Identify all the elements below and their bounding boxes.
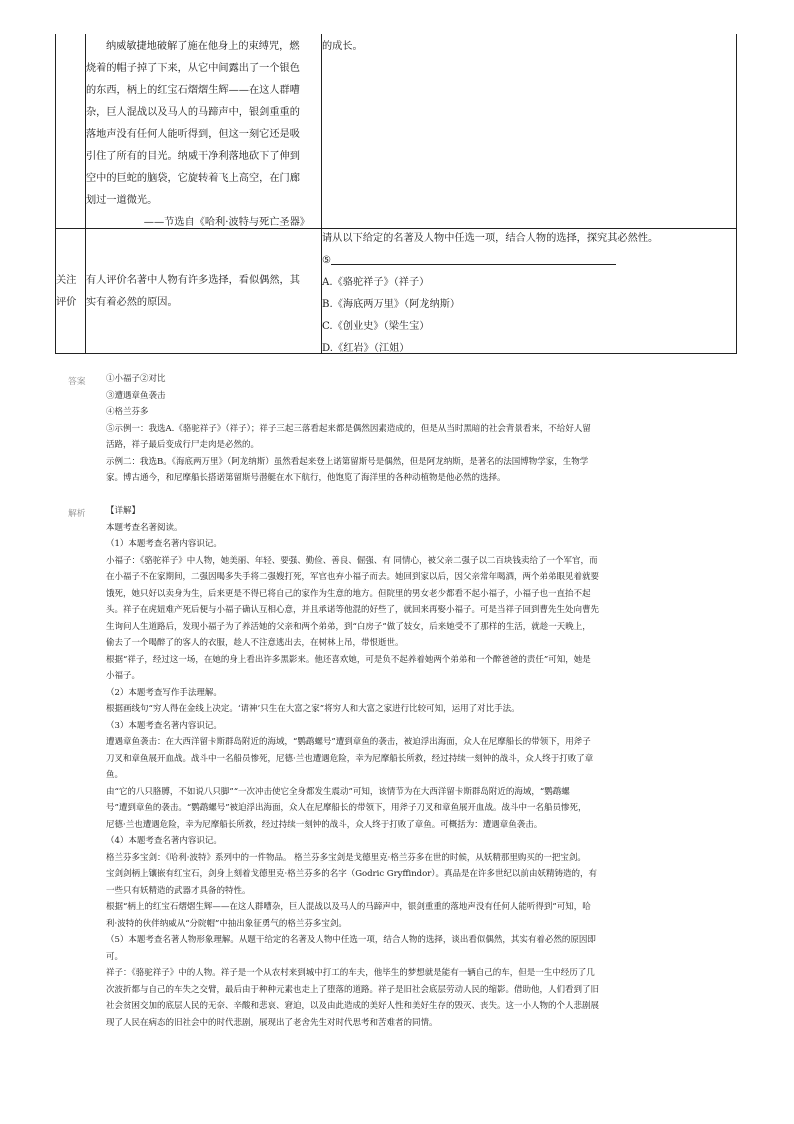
analysis-line: 一些只有妖精造的武器才具备的特性。 [106,885,251,896]
option-item: C.《创业史》（梁生宝） [322,321,430,332]
analysis-line: 由“它的八只胳膊，不如说八只脚”“一次冲击使它全身都发生震动”可知，该情节为在大西洋留卡斯群岛附近的海域，“鹦鹉螺 [106,786,570,797]
analysis-line: 根据“柄上的红宝石熠熠生辉——在这人群嘈杂，巨人混战以及马人的马蹄声中，银剑重重的落地声没有任何人能听得到”可知，哈 [106,902,591,912]
answer-line: 示例二：我选B。《海底两万里》（阿龙纳斯）虽然看起来登上诺第留斯号是偶然，但是阿龙纳斯，是著名的法国博物学家，生物学 [106,456,589,467]
task-prompt: 请从以下给定的名著及人物中任选一项，结合人物的选择，探究其必然性。 [322,233,659,244]
answer-line: ①小福子②对比 [106,374,166,384]
analysis-line: 【详解】 [106,506,141,516]
analysis-line: 次波折都与自己的车失之交臂，最后由于种种元素也走上了堕落的道路。祥子是旧社会底层劳动人民的缩影。借助他，人们看到了旧 [106,984,600,995]
analysis-line: 可。 [106,951,124,962]
analysis-line: 现了人民在病态的旧社会中的时代悲剧，展现出了老舍先生对时代思考和苦难者的同情。 [106,1017,438,1028]
analysis-line: 格兰芬多宝剑：《哈利·波特》系列中的一件物品。 格兰芬多宝剑是戈德里克·格兰芬多在世的时候，从妖精那里购买的一把宝剑。 [106,852,586,863]
passage-source: ——节选自《哈利·波特与死亡圣器》 [143,217,310,228]
growth-text: 的成长。 [322,41,363,52]
analysis-line: 生询问人生道路后，发现小福子为了养活她的父亲和两个弟弟，到“白房子”做了妓女，后来她受不了那样的生活，就趁一天晚上， [106,621,591,632]
analysis-line: 刀叉和章鱼展开血战。战斗中一名船员惨死，尼德·兰也遭遇危险，幸为尼摩船长所救，经过持续一刻钟的战斗，众人终于打败了章 [106,753,594,764]
evaluation-line: 实有着必然的原因。 [86,297,178,308]
row-label-line: 评价 [56,297,77,308]
analysis-line: 根据画线句“穷人得在金线上决定。‘请神’只生在大富之家”将穷人和大富之家进行比较可知，运用了对比手法。 [106,704,520,714]
passage-line: 引住了所有的目光。纳威干净利落地砍下了伸到 [86,151,300,162]
analysis-line: 祥子：《骆驼祥子》中的人物。祥子是一个从农村来到城中打工的车夫，他毕生的梦想就是能有一辆自己的车，但是一生中经历了几 [106,968,595,978]
answer-line: ③遭遇章鱼袭击 [106,390,166,401]
analysis-line: 小福子：《骆驼祥子》中人物，她美丽、年轻、要强、勤俭、善良、倔强、有 同情心，被父亲二强子以二百块钱卖给了一个军官，而 [106,555,598,566]
answer-line: ④格兰芬多 [106,407,149,417]
option-item: D.《红岩》（江姐） [322,343,410,354]
row-label-cell [56,270,84,314]
analysis-line: 头。祥子在虎妞难产死后便与小福子确认互相心意，并且承诺等他混的好些了，就回来再娶小福子。可是当祥子回到曹先生处向曹先 [106,605,600,615]
answer-line: ⑤示例一：我选A.《骆驼祥子》（祥子）；祥子三起三落看起来都是偶然因素造成的，但是从当时黑暗的社会背景看来，不给好人留 [106,423,591,434]
analysis-line: （3）本题考查名著内容识记。 [106,720,222,731]
growth-cell [322,36,734,58]
analysis-line: 小福子。 [106,671,141,681]
answer-blank-line[interactable] [331,251,616,265]
passage-line: 的东西，柄上的红宝石熠熠生辉——在这人群嘈 [86,85,300,96]
passage-line: 烧着的帽子掉了下来，从它中间露出了一个银色 [86,63,300,74]
analysis-line: 利·波特的伙伴纳威从“分院帽”中抽出象征勇气的格兰芬多宝剑。 [106,918,347,929]
option-item: A.《骆驼祥子》（祥子） [322,277,430,288]
option-item: B.《海底两万里》（阿龙纳斯） [322,299,461,310]
evaluation-cell [86,270,320,314]
analysis-line: 偷去了一个喝醉了的客人的衣服，趁人不注意逃出去，在树林上吊，带恨逝世。 [106,638,404,648]
answer-line: 活路，祥子最后变成行尸走肉是必然的。 [106,440,260,450]
passage-cell [86,36,320,234]
passage-line: 空中的巨蛇的脑袋，它旋转着飞上高空，在门廊 [86,173,300,184]
analysis-line: 宝剑剑柄上镶嵌有红宝石，剑身上刻着戈德里克·格兰芬多的名字（Godric Gryffindor）。真品是在许多世纪以前由妖精铸造的，有 [106,869,598,879]
passage-line: 纳威敏捷地破解了施在他身上的束缚咒，燃 [106,41,300,52]
analysis-line: 遭遇章鱼袭击：在大西洋留卡斯群岛附近的海域，“鹦鹉螺号”遭到章鱼的袭击，被迫浮出海面，众人在尼摩船长的带领下，用斧子 [106,737,591,747]
analysis-line: 号”遭到章鱼的袭击。“鹦鹉螺号”被迫浮出海面，众人在尼摩船长的带领下，用斧子刀叉和章鱼展开血战。战斗中一名船员惨死， [106,803,587,813]
answer-block [106,371,591,487]
analysis-line: 饿死，她只好以卖身为生，后来更是不得已将自己的家作为生意的地方。但院里的男女老少都看不起小福子，小福子也一直抬不起 [106,588,591,599]
answer-label: 答案 [68,377,86,387]
passage-line: 划过一道微光。 [86,195,158,206]
analysis-line: （2）本题考查写作手法理解。 [106,687,222,698]
analysis-line: （4）本题考查名著内容识记。 [106,836,222,846]
task-cell [322,228,734,360]
analysis-line: （5）本题考查名著人物形象理解。从题干给定的名著及人物中任选一项，结合人物的选择，谈出看似偶然，其实有着必然的原因即 [106,935,596,945]
analysis-label: 解析 [68,509,86,519]
passage-line: 杂，巨人混战以及马人的马蹄声中，银剑重重的 [86,107,300,118]
analysis-line: 社会贫困交加的底层人民的无奈、辛酸和悲哀、窘迫，以及由此造成的美好人性和美好生存的毁灭、丧失。这一小人物的个人悲剧展 [106,1001,600,1011]
analysis-line: 在小福子不在家期间，二强因喝多失手将二强嫂打死，军官也弃小福子而去。她回到家以后，因父亲常年喝酒，两个弟弟眼见着就要 [106,572,600,582]
analysis-line: 根据“祥子，经过这一场，在她的身上看出许多黑影来。他还喜欢她，可是负不起养着她两个弟弟和一个醉爸爸的责任”可知，她是 [106,654,591,665]
table-right-border [736,34,737,354]
analysis-line: 鱼。 [106,770,124,780]
evaluation-line: 有人评价名著中人物有许多选择，看似偶然，其 [86,275,300,286]
row-label-line: 关注 [56,275,77,286]
passage-line: 落地声没有任何人能听得到，但这一刻它还是吸 [86,129,300,140]
analysis-line: 本题考查名著阅读。 [106,522,183,533]
answer-line: 家。博古通今，和尼摩船长搭诺第留斯号潜艇在水下航行，他饱览了海洋里的各种动植物是他必然的选择。 [106,473,506,483]
analysis-block [106,503,734,1031]
analysis-line: （1）本题考查名著内容识记。 [106,539,222,549]
blank-number: ⑤ [322,255,332,266]
analysis-line: 尼德·兰也遭遇危险，幸为尼摩船长所救，经过持续一刻钟的战斗，众人终于打败了章鱼。可概括为：遭遇章鱼袭击。 [106,819,543,830]
answer-blank-row [322,250,734,272]
